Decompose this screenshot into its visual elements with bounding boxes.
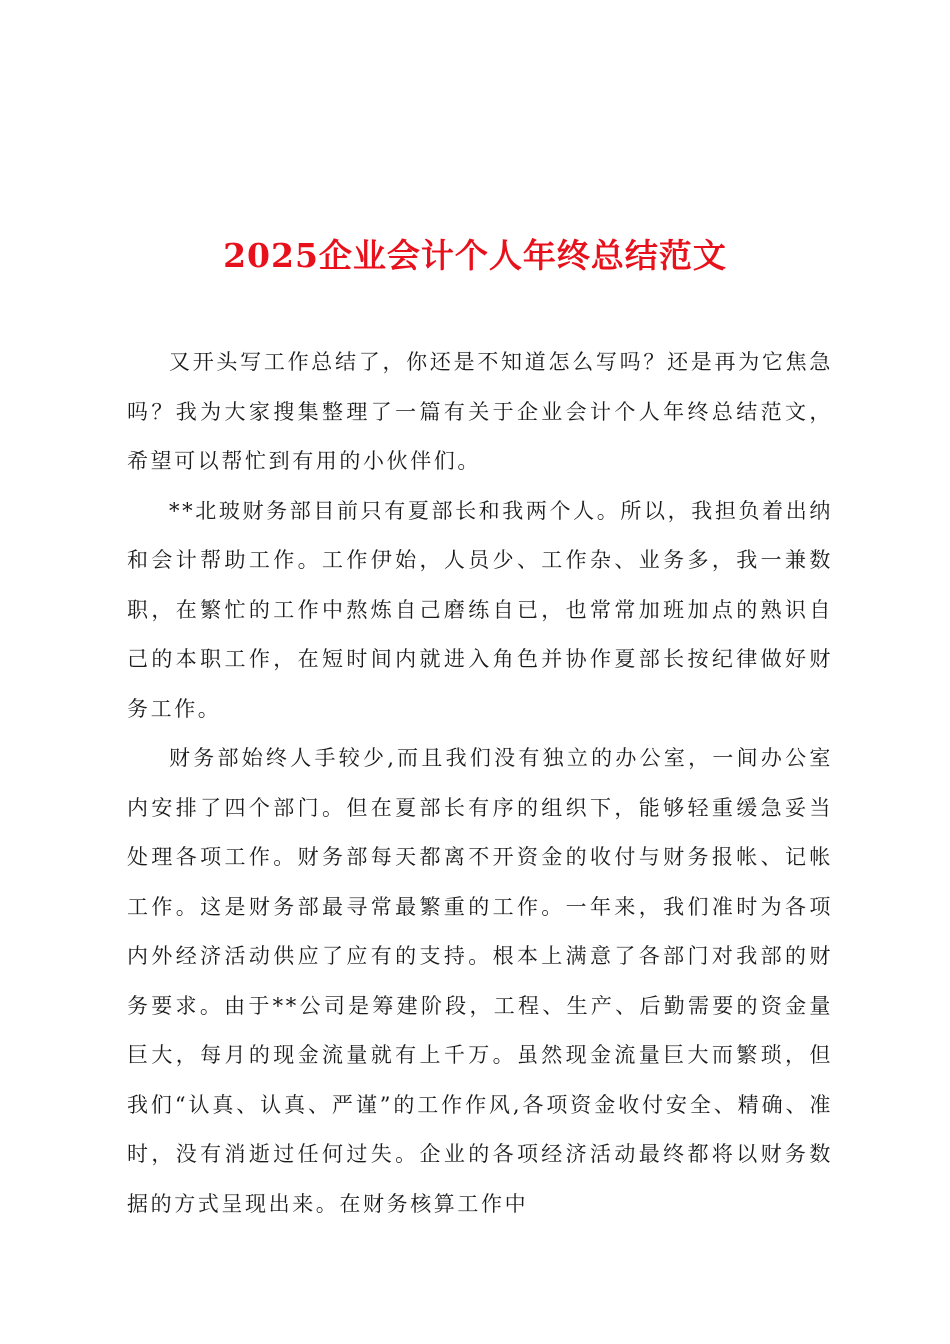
paragraph-intro: 又开头写工作总结了，你还是不知道怎么写吗？还是再为它焦急吗？我为大家搜集整理了一篇有关于企业会计个人年终总结范文，希望可以帮忙到有用的小伙伴们。 — [127, 350, 833, 473]
paragraph-duties: **北玻财务部目前只有夏部长和我两个人。所以，我担负着出纳和会计帮助工作。工作伊始，人员少、工作杂、业务多，我一兼数职，在繁忙的工作中熬炼自己磨练自已，也常常加班加点的熟识自己的本职工作，在短时间内就进入角色并协作夏部长按纪律做好财务工作。 — [127, 498, 833, 721]
document-body — [127, 338, 833, 1229]
paragraph-workload: 财务部始终人手较少,而且我们没有独立的办公室，一间办公室内安排了四个部门。但在夏部长有序的组织下，能够轻重缓急妥当处理各项工作。财务部每天都离不开资金的收付与财务报帐、记帐工作。这是财务部最寻常最繁重的工作。一年来，我们准时为各项内外经济活动供应了应有的支持。根本上满意了各部门对我部的财务要求。由于**公司是筹建阶段，工程、生产、后勤需要的资金量巨大，每月的现金流量就有上千万。虽然现金流量巨大而繁琐，但我们“认真、认真、严谨”的工作作风,各项资金收付安全、精确、准时，没有消逝过任何过失。企业的各项经济活动最终都将以财务数据的方式呈现出来。在财务核算工作中 — [127, 746, 833, 1216]
document-title: 2025企业会计个人年终总结范文 — [223, 236, 727, 276]
